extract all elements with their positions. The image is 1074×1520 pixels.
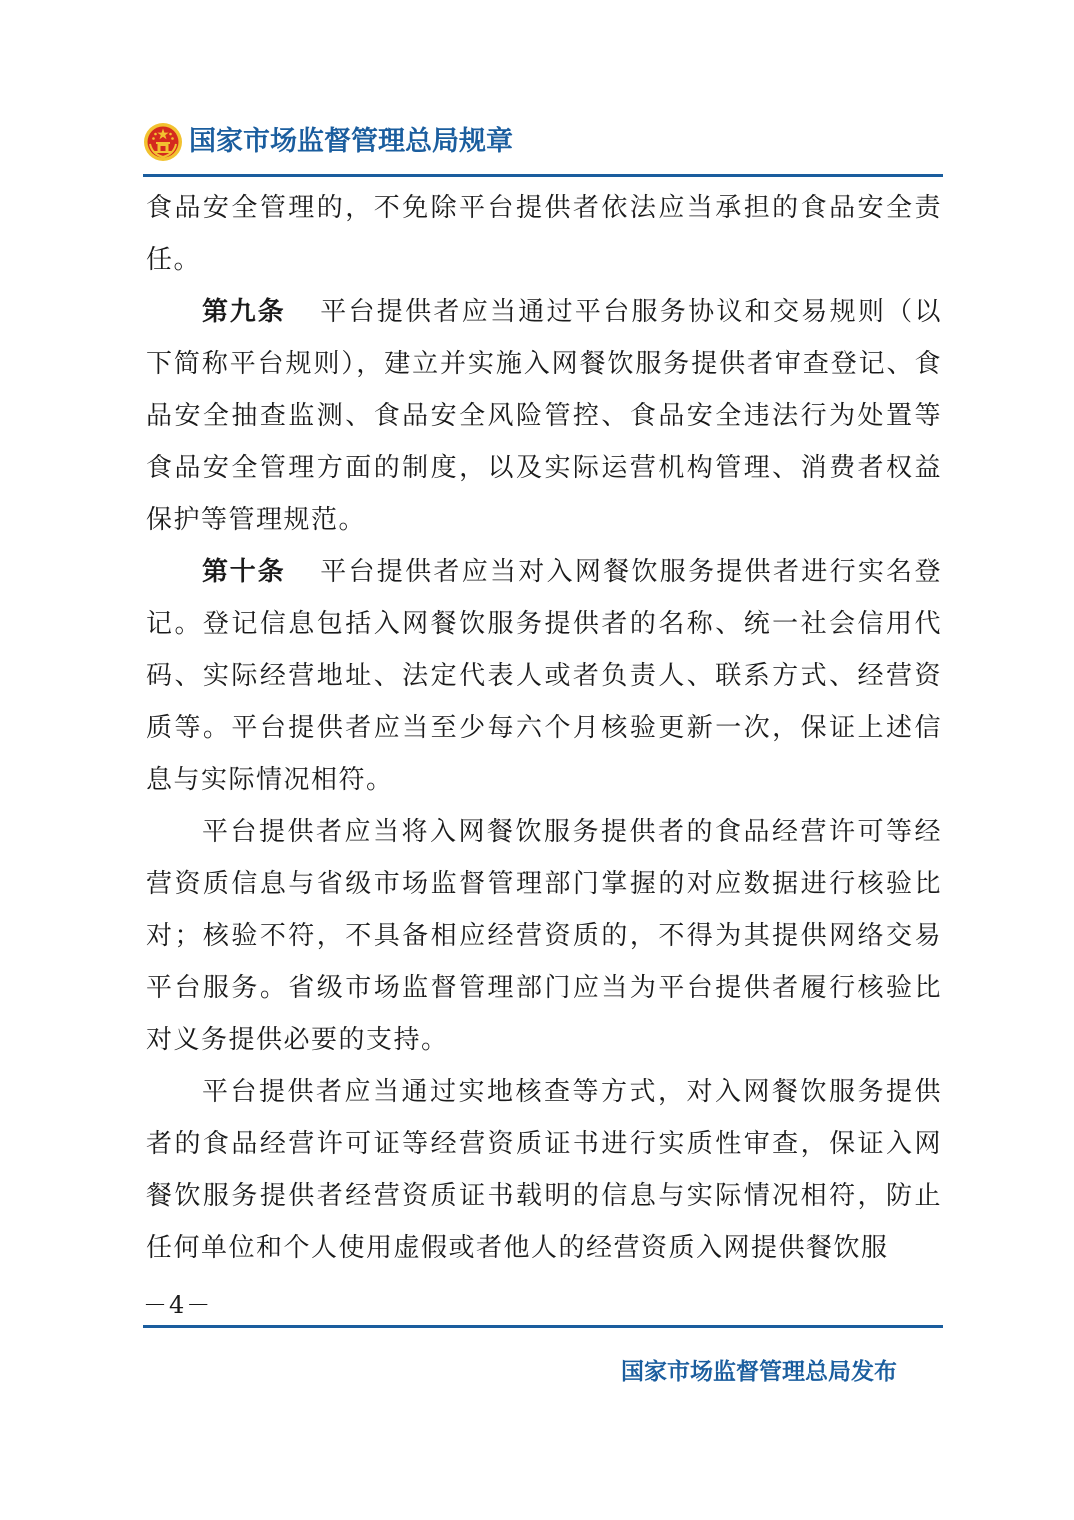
footer-divider (143, 1325, 943, 1328)
article-9-heading: 第九条 (202, 297, 286, 327)
header-title: 国家市场监督管理总局规章 (189, 126, 513, 157)
article-10-paragraph-3: 平台提供者应当通过实地核查等方式，对入网餐饮服务提供者的食品经营许可证等经营资质证书进行实质性审查，保证入网餐饮服务提供者经营资质证书载明的信息与实际情况相符，防止任何单位和个人使用虚假或者他人的经营资质入网提供餐饮服 (146, 1077, 942, 1263)
header-divider (143, 174, 943, 177)
article-10-paragraph (146, 546, 942, 806)
page-header (143, 118, 943, 174)
article-10-heading: 第十条 (202, 557, 286, 587)
article-9-text: 平台提供者应当通过平台服务协议和交易规则（以下简称平台规则），建立并实施入网餐饮服务提供者审查登记、食品安全抽查监测、食品安全风险管控、食品安全违法行为处置等食品安全管理方面的制度，以及实际运营机构管理、消费者权益保护等管理规范。 (146, 297, 942, 535)
article-9-paragraph (146, 286, 942, 546)
article-10-text: 平台提供者应当对入网餐饮服务提供者进行实名登记。登记信息包括入网餐饮服务提供者的名称、统一社会信用代码、实际经营地址、法定代表人或者负责人、联系方式、经营资质等。平台提供者应当至少每六个月核验更新一次，保证上述信息与实际情况相符。 (146, 557, 942, 795)
document-body (146, 182, 942, 1274)
page-number: －4－ (143, 1291, 213, 1319)
article-10-paragraph-2: 平台提供者应当将入网餐饮服务提供者的食品经营许可等经营资质信息与省级市场监督管理部门掌握的对应数据进行核验比对；核验不符，不具备相应经营资质的，不得为其提供网络交易平台服务。省级市场监督管理部门应当为平台提供者履行核验比对义务提供必要的支持。 (146, 817, 942, 1055)
national-emblem-icon (143, 122, 183, 162)
paragraph-continuation: 食品安全管理的，不免除平台提供者依法应当承担的食品安全责任。 (146, 193, 942, 275)
footer-publisher: 国家市场监督管理总局发布 (621, 1358, 897, 1385)
